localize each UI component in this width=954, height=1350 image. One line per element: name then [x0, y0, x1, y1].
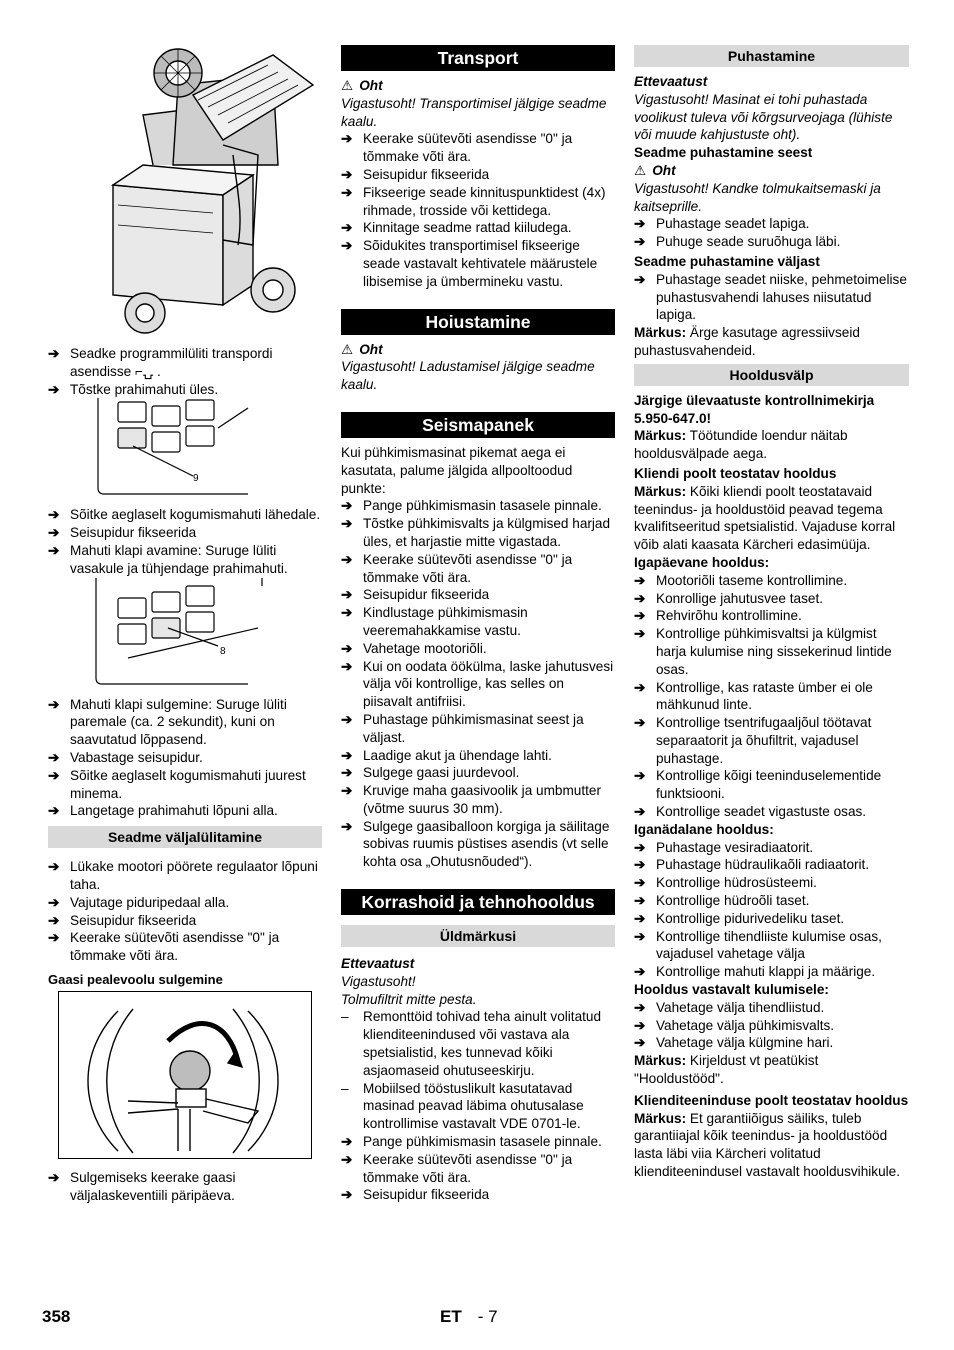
- list-item: ➔ Kontrollige, kas rataste ümber ei ole mähkunud linte.: [634, 679, 873, 713]
- caution-label: Ettevaatust: [341, 956, 415, 972]
- list-item: ➔ Lükake mootori pöörete regulaator lõpuni taha.: [48, 859, 318, 892]
- warning-triangle-icon: ⚠: [341, 78, 354, 93]
- figure-label-8: 8: [220, 645, 226, 657]
- list-item: ➔ Sõitke aeglaselt kogumismahuti juurest minema.: [48, 767, 306, 801]
- control-panel-figure-8: [88, 578, 288, 686]
- storage-warning-text: Vigastusoht! Ladustamisel jälgige seadme kaalu.: [341, 359, 595, 393]
- footer-subpage: - 7: [477, 1307, 498, 1326]
- column-right: [634, 45, 909, 1181]
- subheading-customer: Kliendi poolt teostatav hooldus: [634, 465, 837, 481]
- list-item: ➔ Konrollige jahutusvee taset.: [634, 590, 824, 606]
- list-item: ➔ Keerake süütevõti asendisse "0" ja tõmmake võti ära.: [341, 131, 573, 165]
- caution-text-2: Tolmufiltrit mitte pesta.: [341, 991, 477, 1007]
- list-item: ➔ Tõstke pühkimisvalts ja külgmised harjad üles, et harjastie mitte vigastada.: [341, 516, 611, 549]
- warning-triangle-icon: ⚠: [341, 341, 354, 357]
- list-item: ➔ Kontrollige tsentrifugaaljõul töötavat separaatorit ja õhufiltrit, vajadusel puhastage.: [634, 715, 872, 766]
- steps-transport-position: [48, 345, 322, 398]
- list-item: ➔ Sulgege gaasi juurdevool.: [341, 765, 520, 781]
- list-item: ➔ Tõstke prahimahuti üles.: [48, 381, 219, 397]
- column-middle: [341, 45, 615, 1204]
- figure-label-9: 9: [193, 473, 199, 485]
- list-item: ➔ Kindlustage pühkimismasin veeremahakkamise vastu.: [341, 605, 528, 638]
- section-heading-decommission: Seismapanek: [341, 412, 615, 438]
- list-item: ➔ Puhastage pühkimismasinat seest ja väljast.: [341, 711, 584, 745]
- danger-label: ⚠ Oht: [634, 162, 676, 178]
- subheading-outside: Seadme puhastamine väljast: [634, 253, 820, 269]
- service-note: Märkus: Et garantiiõigus säiliks, tuleb garantiiajal kõik teenindus- ja hooldustööd lasta läbi viia Kärcheri volitatud klienditeenindusel vastavalt hooldusvihikule.: [634, 1110, 901, 1180]
- list-item: ➔ Kontrollige hüdroõli taset.: [634, 893, 810, 909]
- list-item: ➔ Kruvige maha gaasivoolik ja umbmutter (võtme suurus 30 mm).: [341, 783, 602, 816]
- list-item: ➔ Vahetage välja külgmine hari.: [634, 1035, 834, 1051]
- subheading-gas-shutoff: Gaasi pealevoolu sulgemine: [48, 971, 223, 987]
- inside-warning-text: Vigastusoht! Kandke tolmukaitsemaski ja kaitseprille.: [634, 180, 881, 214]
- outside-note: Märkus: Ärge kasutage agressiivseid puhastusvahendeid.: [634, 325, 860, 358]
- control-panel-figure-9: [88, 398, 288, 496]
- list-item: ➔ Puhastage vesiradiaatorit.: [634, 839, 814, 855]
- list-item: ➔ Seisupidur fikseerida: [341, 1187, 490, 1203]
- steps-transport: [341, 130, 615, 290]
- sweeper-illustration: [73, 45, 323, 335]
- gas-valve-figure: [58, 991, 312, 1159]
- steps-wear: [634, 999, 909, 1052]
- list-item: ➔ Kui on oodata öökülma, laske jahutusvesi välja või kontrollige, kas selles on piisavalt antifriisi.: [341, 658, 614, 710]
- list-item: ➔ Sulgemiseks keerake gaasi väljalaskeventiili päripäeva.: [48, 1169, 236, 1203]
- warning-triangle-icon: ⚠: [634, 162, 647, 178]
- steps-close-flap: [48, 696, 322, 821]
- list-item: ➔ Puhastage seadet niiske, pehmetoimelise puhastusvahendi lahuses niisutatud lapiga.: [634, 271, 907, 323]
- list-item: ➔ Kontrollige kõigi teeninduselementide funktsiooni.: [634, 768, 882, 802]
- list-item: ➔ Keerake süütevõti asendisse "0" ja tõmmake võti ära.: [48, 930, 280, 964]
- danger-label: ⚠ Oht: [341, 78, 383, 93]
- list-item: ➔ Vabastage seisupidur.: [48, 749, 203, 765]
- steps-open-flap: [48, 506, 322, 577]
- list-item: ➔ Kontrollige mahuti klappi ja määrige.: [634, 964, 876, 980]
- steps-general: [341, 1133, 615, 1204]
- danger-label: ⚠ Oht: [341, 341, 383, 357]
- list-item: ➔ Puhastage hüdraulikaõli radiaatorit.: [634, 857, 870, 873]
- steps-shutdown: [48, 858, 322, 965]
- column-left: [48, 45, 322, 1204]
- list-item: ➔ Langetage prahimahuti lõpuni alla.: [48, 803, 278, 819]
- list-item: ➔ Puhastage seadet lapiga.: [634, 216, 810, 232]
- list-item: ➔ Keerake süütevõti asendisse "0" ja tõmmake võti ära.: [341, 551, 573, 585]
- list-item: ➔ Kontrollige pidurivedeliku taset.: [634, 910, 845, 926]
- subheading-service: Klienditeeninduse poolt teostatav hooldus: [634, 1092, 909, 1108]
- section-heading-storage: Hoiustamine: [341, 309, 615, 335]
- transport-warning-text: Vigastusoht! Transportimisel jälgige seadme kaalu.: [341, 95, 607, 129]
- subheading-weekly: Iganädalane hooldus:: [634, 821, 774, 837]
- footer-language: ET - 7: [440, 1307, 498, 1326]
- section-heading-general: Üldmärkusi: [341, 925, 615, 947]
- list-item: ➔ Kontrollige hüdrosüsteemi.: [634, 875, 817, 891]
- section-heading-cleaning: Puhastamine: [634, 45, 909, 67]
- list-item: ➔ Seisupidur fikseerida: [48, 912, 197, 928]
- caution-label: Ettevaatust: [634, 74, 708, 89]
- list-item: ➔ Vajutage piduripedaal alla.: [48, 894, 230, 910]
- wear-note: Märkus: Kirjeldust vt peatükist "Hooldustööd".: [634, 1053, 819, 1087]
- list-item: ➔ Vahetage välja pühkimisvalts.: [634, 1017, 835, 1033]
- list-item: ➔ Sõitke aeglaselt kogumismahuti lähedale.: [48, 507, 321, 523]
- section-heading-transport: Transport: [341, 45, 615, 71]
- subheading-daily: Igapäevane hooldus:: [634, 554, 770, 570]
- list-item: ➔ Sulgege gaasiballoon korgiga ja säilitage sobivas ruumis püstises asendis (vt selle kohta osa „Ohutusnõuded“).: [341, 818, 610, 870]
- section-heading-maintenance: Korrashoid ja tehnohooldus: [341, 889, 615, 915]
- list-item: ➔ Keerake süütevõti asendisse "0" ja tõmmake võti ära.: [341, 1151, 573, 1185]
- interval-title: Järgige ülevaatuste kontrollnimekirja 5.950-647.0!: [634, 392, 875, 426]
- list-item: ➔ Seadke programmilüliti transpordi asendisse ⌐⍽ .: [48, 346, 273, 379]
- subheading-inside: Seadme puhastamine seest: [634, 145, 813, 161]
- steps-inside: [634, 215, 909, 251]
- list-item: ➔ Pange pühkimismasin tasasele pinnale.: [341, 1134, 602, 1150]
- steps-gas-shutoff: [48, 1169, 322, 1205]
- list-item: ➔ Mahuti klapi avamine: Suruge lüliti vasakule ja tühjendage prahimahuti.: [48, 542, 288, 576]
- page-number: 358: [42, 1307, 71, 1326]
- caution-text-1: Vigastusoht!: [341, 973, 416, 989]
- list-item: ➔ Pange pühkimismasin tasasele pinnale.: [341, 498, 602, 514]
- subheading-wear: Hooldus vastavalt kulumisele:: [634, 982, 829, 998]
- list-item: ➔ Kontrollige tihendliiste kulumise osas, vajadusel vahetage välja: [634, 928, 882, 962]
- list-item: ➔ Sõidukites transportimisel fikseerige seade vastavalt kehtivatele määrustele libisemise ja ümbermineku vastu.: [341, 238, 598, 289]
- list-item: ➔ Seisupidur fikseerida: [341, 166, 490, 182]
- steps-weekly: [634, 839, 909, 981]
- list-item: ➔ Seisupidur fikseerida: [48, 525, 197, 541]
- steps-daily: [634, 572, 909, 821]
- cleaning-caution-text: Vigastusoht! Masinat ei tohi puhastada voolikust tuleva või kõrgsurveojaga (lühiste või muude kahjustuste oht).: [634, 91, 893, 143]
- list-item: – Mobiilsed tööstuslikult kasutatavad masinad peavad läbima ohutusalase kontrollimise vastavalt VDE 0701-le.: [341, 1080, 584, 1132]
- list-item: ➔ Laadige akut ja ühendage lahti.: [341, 747, 552, 763]
- steps-outside: [634, 271, 909, 324]
- customer-note: Märkus: Kõiki kliendi poolt teostatavaid teenindus- ja hooldustöid peavad tegema kvalifitseeritud spetsialistid. Vajaduse korral võib alati kaasata Kärcheri edasimüüja.: [634, 483, 896, 553]
- general-notes: [341, 1008, 615, 1133]
- list-item: ➔ Vahetage mootoriõli.: [341, 640, 487, 656]
- list-item: ➔ Seisupidur fikseerida: [341, 587, 490, 603]
- list-item: ➔ Mahuti klapi sulgemine: Suruge lüliti paremale (ca. 2 sekundit), kuni on saavutatud lõppasend.: [48, 696, 287, 748]
- list-item: ➔ Kinnitage seadme rattad kiiludega.: [341, 220, 572, 236]
- list-item: ➔ Vahetage välja tihendliistud.: [634, 999, 825, 1015]
- list-item: – Remonttöid tohivad teha ainult volitatud klienditeenindused või vastava ala spetsialistid, kes tunnevad kõiki asjaomaseid ohutuseeskirju.: [341, 1009, 602, 1078]
- list-item: ➔ Kontrollige seadet vigastuste osas.: [634, 804, 867, 820]
- list-item: ➔ Puhuge seade suruõhuga läbi.: [634, 234, 841, 250]
- steps-decommission: [341, 497, 615, 871]
- decommission-intro: Kui pühkimismasinat pikemat aega ei kasutata, palume jälgida allpooltoodud punkte:: [341, 444, 573, 496]
- list-item: ➔ Fikseerige seade kinnituspunktidest (4x) rihmade, trosside või kettidega.: [341, 184, 606, 218]
- list-item: ➔ Rehvirõhu kontrollimine.: [634, 608, 802, 624]
- list-item: ➔ Kontrollige pühkimisvaltsi ja külgmist harja kulumise ning sissekerinud lintide osas.: [634, 626, 892, 677]
- section-heading-interval: Hooldusvälp: [634, 364, 909, 386]
- list-item: ➔ Mootoriõli taseme kontrollimine.: [634, 572, 848, 588]
- interval-note: Märkus: Töötundide loendur näitab hooldusvälpade aega.: [634, 428, 848, 462]
- section-heading-shutdown: Seadme väljalülitamine: [48, 826, 322, 848]
